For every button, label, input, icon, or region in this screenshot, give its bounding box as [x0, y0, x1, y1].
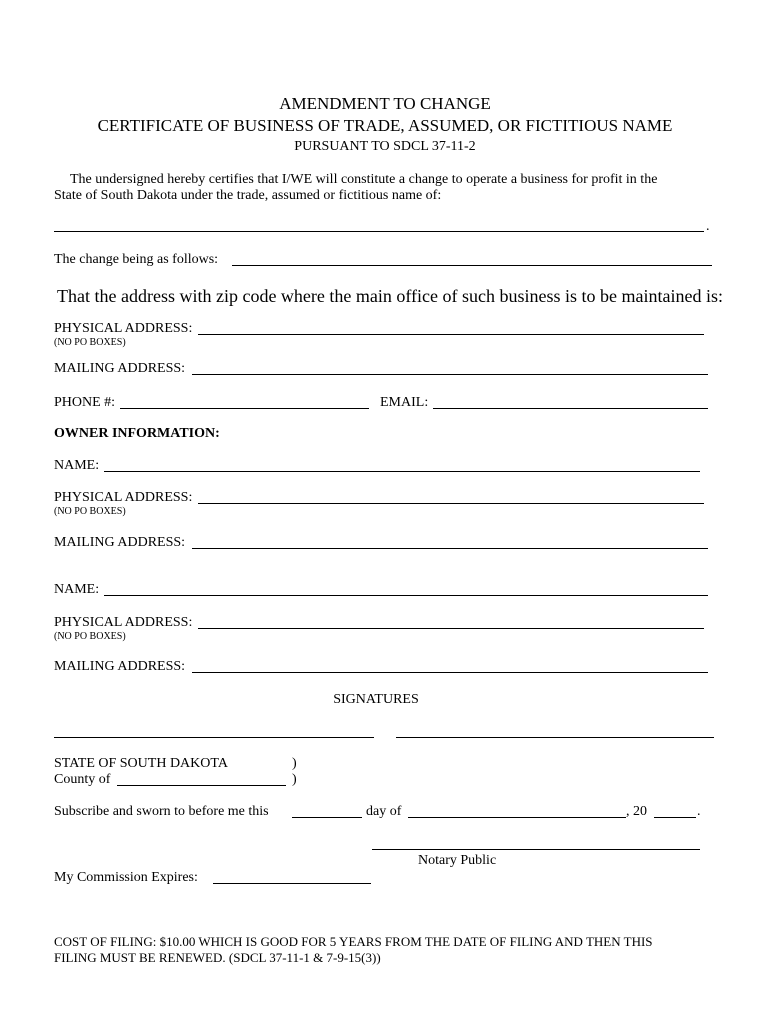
commission-expires-label: My Commission Expires:: [54, 870, 198, 885]
form-title-line1: AMENDMENT TO CHANGE: [279, 94, 491, 113]
year-suffix: .: [697, 804, 701, 819]
owner2-name-label: NAME:: [54, 582, 100, 597]
county-paren: ): [292, 772, 297, 787]
owner1-physical-field[interactable]: [198, 503, 704, 504]
physical-address-label: PHYSICAL ADDRESS:: [54, 321, 193, 336]
owner1-name-field[interactable]: [104, 471, 700, 472]
mailing-address-field[interactable]: [192, 374, 708, 375]
owner1-physical-label: PHYSICAL ADDRESS:: [54, 490, 193, 505]
signature-line-1[interactable]: [54, 737, 374, 738]
owner2-mailing-field[interactable]: [192, 672, 708, 673]
cost-of-filing-line1: COST OF FILING: $10.00 WHICH IS GOOD FOR 5 YEARS FROM THE DATE OF FILING AND THEN THIS: [54, 934, 653, 949]
business-name-period: .: [706, 219, 710, 234]
sworn-label: Subscribe and sworn to before me this: [54, 804, 269, 819]
commission-expires-field[interactable]: [213, 883, 371, 884]
signatures-heading: SIGNATURES: [333, 692, 419, 707]
change-field[interactable]: [232, 265, 712, 266]
phone-field[interactable]: [120, 408, 369, 409]
owner2-physical-field[interactable]: [198, 628, 704, 629]
owner1-mailing-field[interactable]: [192, 548, 708, 549]
mailing-address-label: MAILING ADDRESS:: [54, 361, 186, 376]
state-label: STATE OF SOUTH DAKOTA: [54, 756, 228, 771]
sworn-month-field[interactable]: [408, 817, 626, 818]
owner2-mailing-label: MAILING ADDRESS:: [54, 659, 186, 674]
owner-information-heading: OWNER INFORMATION:: [54, 426, 220, 441]
business-name-field[interactable]: [54, 231, 704, 232]
cost-of-filing-line2: FILING MUST BE RENEWED. (SDCL 37-11-1 & 7-9-15(3)): [54, 950, 381, 965]
county-field[interactable]: [117, 785, 286, 786]
intro-line1: The undersigned hereby certifies that I/WE will constitute a change to operate a business for profit in the: [70, 172, 658, 187]
physical-address-field[interactable]: [198, 334, 704, 335]
state-paren: ): [292, 756, 297, 771]
owner2-physical-label: PHYSICAL ADDRESS:: [54, 615, 193, 630]
sworn-year-field[interactable]: [654, 817, 696, 818]
year-prefix: , 20: [626, 804, 647, 819]
owner1-no-po-note: (NO PO BOXES): [54, 506, 126, 517]
email-label: EMAIL:: [380, 395, 429, 410]
owner1-mailing-label: MAILING ADDRESS:: [54, 535, 186, 550]
phone-label: PHONE #:: [54, 395, 116, 410]
change-label: The change being as follows:: [54, 252, 219, 267]
email-field[interactable]: [433, 408, 708, 409]
owner2-name-field[interactable]: [104, 595, 708, 596]
day-of-label: day of: [366, 804, 402, 819]
signature-line-2[interactable]: [396, 737, 714, 738]
owner2-no-po-note: (NO PO BOXES): [54, 631, 126, 642]
address-statement: That the address with zip code where the main office of such business is to be maintained is:: [57, 286, 723, 306]
notary-public-label: Notary Public: [418, 853, 497, 868]
form-title-line2: CERTIFICATE OF BUSINESS OF TRADE, ASSUMED, OR FICTITIOUS NAME: [97, 116, 673, 135]
notary-signature-line[interactable]: [372, 849, 700, 850]
sworn-day-field[interactable]: [292, 817, 362, 818]
no-po-boxes-note: (NO PO BOXES): [54, 337, 126, 348]
statute-reference: PURSUANT TO SDCL 37-11-2: [294, 139, 476, 154]
county-label: County of: [54, 772, 111, 787]
owner1-name-label: NAME:: [54, 458, 100, 473]
intro-line2: State of South Dakota under the trade, assumed or fictitious name of:: [54, 188, 442, 203]
